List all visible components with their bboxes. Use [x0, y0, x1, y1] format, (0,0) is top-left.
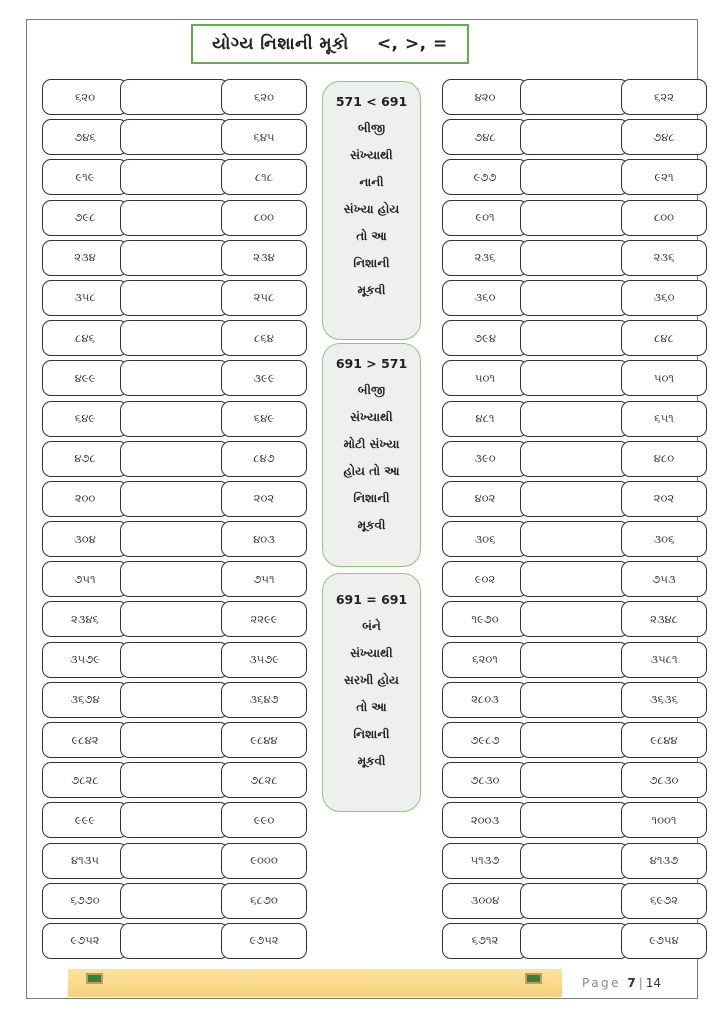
note-line: તો આ	[356, 700, 387, 714]
first-number: ૪૭૮	[42, 441, 128, 477]
note-line: સંખ્યાથી	[350, 148, 393, 162]
comparison-row	[442, 200, 707, 236]
second-number: ૫૦૧	[621, 360, 707, 396]
first-number: ૨૩૪૬	[42, 601, 128, 637]
comparison-row	[42, 79, 307, 115]
first-number: ૨૦૦૩	[442, 802, 528, 838]
comparison-row	[442, 441, 707, 477]
answer-box[interactable]	[520, 682, 629, 718]
answer-box[interactable]	[520, 642, 629, 678]
comparison-row	[442, 883, 707, 919]
comparison-row	[42, 481, 307, 517]
page-label: Page	[582, 976, 622, 990]
second-number: ૪૦૩	[221, 521, 307, 557]
second-number: ૯૭૫૪	[621, 923, 707, 959]
comparison-row	[42, 843, 307, 879]
first-number: ૯૦૨	[442, 561, 528, 597]
second-number: ૩૫૭૯	[221, 642, 307, 678]
note-line: સંખ્યા હોય	[343, 202, 400, 216]
page-current: 7	[627, 976, 636, 990]
first-number: ૩૦૦૪	[442, 883, 528, 919]
answer-box[interactable]	[120, 883, 229, 919]
answer-box[interactable]	[520, 320, 629, 356]
blackboard-icon	[525, 973, 542, 984]
first-number: ૮૪૬	[42, 320, 128, 356]
first-number: ૫૦૧	[442, 360, 528, 396]
answer-box[interactable]	[520, 843, 629, 879]
second-number: ૯૦૦૦	[221, 843, 307, 879]
second-number: ૮૦૦	[221, 200, 307, 236]
note-less-than	[322, 81, 421, 340]
second-number: ૧૦૦૧	[621, 802, 707, 838]
comparison-row	[442, 79, 707, 115]
second-number: ૩૬૦	[621, 280, 707, 316]
note-example: 691 > 571	[335, 356, 408, 371]
note-line: મોટી સંખ્યા	[343, 437, 400, 451]
answer-box[interactable]	[120, 79, 229, 115]
answer-box[interactable]	[520, 722, 629, 758]
note-greater-than	[322, 343, 421, 567]
comparison-row	[442, 280, 707, 316]
answer-box[interactable]	[120, 441, 229, 477]
comparison-row	[442, 642, 707, 678]
comparison-row	[42, 883, 307, 919]
second-number: ૯૯૦	[221, 802, 307, 838]
comparison-row	[442, 561, 707, 597]
comparison-row	[442, 481, 707, 517]
second-number: ૬૮૭૦	[221, 883, 307, 919]
answer-box[interactable]	[120, 360, 229, 396]
second-number: ૯૭૫૨	[221, 923, 307, 959]
first-number: ૪૨૦	[442, 79, 528, 115]
comparison-row	[442, 521, 707, 557]
second-number: ૬૨૨	[621, 79, 707, 115]
comparison-row	[42, 601, 307, 637]
first-number: ૪૮૧	[442, 401, 528, 437]
answer-box[interactable]	[520, 79, 629, 115]
title-symbols: <, >, =	[376, 34, 448, 54]
answer-box[interactable]	[120, 320, 229, 356]
comparison-row	[42, 682, 307, 718]
answer-box[interactable]	[520, 521, 629, 557]
first-number: ૭૯૪	[442, 320, 528, 356]
comparison-row	[42, 642, 307, 678]
comparison-row	[42, 240, 307, 276]
comparison-row	[42, 119, 307, 155]
note-line: બંને	[362, 619, 381, 633]
answer-box[interactable]	[520, 601, 629, 637]
note-line: તો આ	[356, 229, 387, 243]
first-number: ૩૫૮	[42, 280, 128, 316]
first-number: ૭૪૮	[442, 119, 528, 155]
second-number: ૯૨૧	[621, 159, 707, 195]
second-number: ૨૩૬	[621, 240, 707, 276]
note-line: બીજી	[357, 121, 386, 135]
comparison-row	[442, 601, 707, 637]
second-number: ૭૮૩૦	[621, 762, 707, 798]
first-number: ૯૧૯	[42, 159, 128, 195]
answer-box[interactable]	[520, 401, 629, 437]
second-number: ૭૫૩	[621, 561, 707, 597]
footer-bar	[68, 969, 562, 997]
right-column	[442, 79, 707, 963]
second-number: ૮૧૮	[221, 159, 307, 195]
answer-box[interactable]	[120, 401, 229, 437]
comparison-row	[42, 200, 307, 236]
page-number: Page 7 | 14	[582, 976, 662, 990]
note-example: 691 = 691	[335, 592, 408, 607]
note-line: નિશાની	[353, 256, 390, 270]
left-column	[42, 79, 307, 963]
note-example: 571 < 691	[335, 94, 408, 109]
answer-box[interactable]	[120, 159, 229, 195]
note-equal	[322, 573, 421, 812]
first-number: ૭૯૮૭	[442, 722, 528, 758]
second-number: ૩૬૪૭	[221, 682, 307, 718]
first-number: ૬૨૦	[42, 79, 128, 115]
note-line: મૂકવી	[357, 283, 386, 297]
second-number: ૭૮૨૮	[221, 762, 307, 798]
comparison-row	[442, 802, 707, 838]
first-number: ૩૬૦	[442, 280, 528, 316]
note-line: નિશાની	[353, 491, 390, 505]
first-number: ૬૨૦૧	[442, 642, 528, 678]
answer-box[interactable]	[120, 200, 229, 236]
answer-box[interactable]	[120, 682, 229, 718]
comparison-row	[442, 360, 707, 396]
comparison-row	[442, 320, 707, 356]
second-number: ૬૫૧	[621, 401, 707, 437]
comparison-row	[442, 843, 707, 879]
answer-box[interactable]	[120, 601, 229, 637]
comparison-row	[42, 280, 307, 316]
first-number: ૯૭૫૨	[42, 923, 128, 959]
comparison-row	[42, 923, 307, 959]
first-number: ૭૯૮	[42, 200, 128, 236]
first-number: ૭૮૩૦	[442, 762, 528, 798]
second-number: ૯૮૪૪	[621, 722, 707, 758]
first-number: ૪૦૨	[442, 481, 528, 517]
comparison-row	[442, 119, 707, 155]
second-number: ૮૬૪	[221, 320, 307, 356]
first-number: ૧૯૭૦	[442, 601, 528, 637]
comparison-row	[442, 682, 707, 718]
first-number: ૬૪૯	[42, 401, 128, 437]
first-number: ૯૮૪૨	[42, 722, 128, 758]
first-number: ૫૧૩૭	[442, 843, 528, 879]
page-total: 14	[645, 976, 662, 990]
first-number: ૯૦૧	[442, 200, 528, 236]
note-line: મૂકવી	[357, 754, 386, 768]
first-number: ૩૦૪	[42, 521, 128, 557]
answer-box[interactable]	[120, 561, 229, 597]
first-number: ૩૬૭૪	[42, 682, 128, 718]
comparison-row	[42, 441, 307, 477]
comparison-row	[42, 320, 307, 356]
second-number: ૮૪૭	[221, 441, 307, 477]
first-number: ૯૯૯	[42, 802, 128, 838]
second-number: ૯૮૪૪	[221, 722, 307, 758]
comparison-row	[442, 401, 707, 437]
comparison-row	[42, 561, 307, 597]
second-number: ૩૦૬	[621, 521, 707, 557]
second-number: ૮૦૦	[621, 200, 707, 236]
answer-box[interactable]	[120, 642, 229, 678]
second-number: ૨૩૪	[221, 240, 307, 276]
answer-box[interactable]	[520, 762, 629, 798]
second-number: ૨૦૨	[621, 481, 707, 517]
answer-box[interactable]	[120, 119, 229, 155]
answer-box[interactable]	[120, 521, 229, 557]
second-number: ૨૩૪૮	[621, 601, 707, 637]
first-number: ૩૫૭૯	[42, 642, 128, 678]
comparison-row	[42, 762, 307, 798]
second-number: ૬૯૭૨	[621, 883, 707, 919]
answer-box[interactable]	[520, 360, 629, 396]
note-line: હોય તો આ	[343, 464, 400, 478]
answer-box[interactable]	[520, 883, 629, 919]
second-number: ૬૪૯	[221, 401, 307, 437]
first-number: ૩૦૬	[442, 521, 528, 557]
second-number: ૭૪૮	[621, 119, 707, 155]
note-line: મૂકવી	[357, 518, 386, 532]
answer-box[interactable]	[120, 240, 229, 276]
second-number: ૪૧૩૭	[621, 843, 707, 879]
note-line: નિશાની	[353, 727, 390, 741]
second-number: ૩૫૮૧	[621, 642, 707, 678]
first-number: ૯૭૭	[442, 159, 528, 195]
comparison-row	[42, 401, 307, 437]
answer-box[interactable]	[520, 159, 629, 195]
first-number: ૨૮૦૩	[442, 682, 528, 718]
comparison-row	[42, 722, 307, 758]
note-line: બીજી	[357, 383, 386, 397]
comparison-row	[442, 240, 707, 276]
first-number: ૭૫૧	[42, 561, 128, 597]
comparison-row	[42, 521, 307, 557]
answer-box[interactable]	[520, 923, 629, 959]
answer-box[interactable]	[520, 200, 629, 236]
first-number: ૨૦૦	[42, 481, 128, 517]
comparison-row	[42, 159, 307, 195]
first-number: ૨૩૬	[442, 240, 528, 276]
first-number: ૬૭૭૦	[42, 883, 128, 919]
title-text: યોગ્ય નિશાની મૂકો	[212, 34, 349, 54]
answer-box[interactable]	[120, 923, 229, 959]
first-number: ૨૩૪	[42, 240, 128, 276]
first-number: ૭૮૨૮	[42, 762, 128, 798]
answer-box[interactable]	[520, 280, 629, 316]
answer-box[interactable]	[520, 481, 629, 517]
comparison-row	[42, 360, 307, 396]
answer-box[interactable]	[520, 240, 629, 276]
second-number: ૬૪૫	[221, 119, 307, 155]
second-number: ૩૬૩૬	[621, 682, 707, 718]
second-number: ૬૨૦	[221, 79, 307, 115]
comparison-row	[42, 802, 307, 838]
page-title	[191, 24, 469, 64]
first-number: ૪૯૯	[42, 360, 128, 396]
comparison-row	[442, 923, 707, 959]
second-number: ૪૮૦	[621, 441, 707, 477]
answer-box[interactable]	[120, 481, 229, 517]
answer-box[interactable]	[520, 441, 629, 477]
comparison-row	[442, 159, 707, 195]
answer-box[interactable]	[120, 762, 229, 798]
answer-box[interactable]	[120, 802, 229, 838]
second-number: ૩૯૯	[221, 360, 307, 396]
second-number: ૨૨૯૯	[221, 601, 307, 637]
answer-box[interactable]	[120, 280, 229, 316]
blackboard-icon	[86, 973, 103, 984]
first-number: ૭૪૬	[42, 119, 128, 155]
comparison-row	[442, 722, 707, 758]
first-number: ૩૯૦	[442, 441, 528, 477]
comparison-row	[442, 762, 707, 798]
first-number: ૪૧૩૫	[42, 843, 128, 879]
answer-box[interactable]	[520, 119, 629, 155]
first-number: ૬૭૧૨	[442, 923, 528, 959]
note-line: નાની	[359, 175, 384, 189]
answer-box[interactable]	[520, 561, 629, 597]
answer-box[interactable]	[120, 843, 229, 879]
second-number: ૨૫૮	[221, 280, 307, 316]
second-number: ૭૫૧	[221, 561, 307, 597]
second-number: ૨૦૨	[221, 481, 307, 517]
note-line: સરખી હોય	[344, 673, 399, 687]
second-number: ૮૪૮	[621, 320, 707, 356]
answer-box[interactable]	[120, 722, 229, 758]
note-line: સંખ્યાથી	[350, 410, 393, 424]
note-line: સંખ્યાથી	[350, 646, 393, 660]
answer-box[interactable]	[520, 802, 629, 838]
